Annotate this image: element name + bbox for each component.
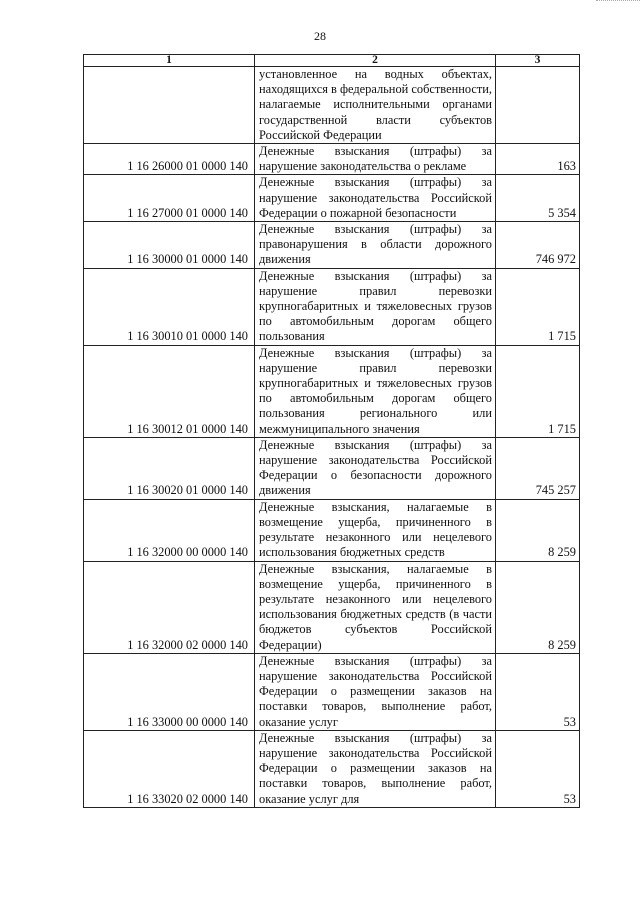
amount-cell [496, 67, 580, 144]
description-cell: Денежные взыскания (штрафы) за нарушение законодательства Российской Федерации о пожарной безопасности [255, 175, 496, 222]
budget-code-cell: 1 16 26000 01 0000 140 [84, 144, 255, 175]
amount-cell: 53 [496, 653, 580, 730]
budget-code-cell: 1 16 33020 02 0000 140 [84, 730, 255, 807]
description-cell: Денежные взыскания (штрафы) за нарушение правил перевозки крупногабаритных и тяжеловесных грузов по автомобильным дорогам общего пользования [255, 268, 496, 345]
amount-cell: 163 [496, 144, 580, 175]
description-cell: установленное на водных объектах, находящихся в федеральной собственности, налагаемые исполнительными органами государственной власти субъектов Российской Федерации [255, 67, 496, 144]
table-row [84, 222, 580, 269]
table-row [84, 268, 580, 345]
budget-code-cell: 1 16 32000 00 0000 140 [84, 499, 255, 561]
budget-code-cell [84, 67, 255, 144]
table-row [84, 653, 580, 730]
table-header-row [84, 55, 580, 67]
table-row [84, 437, 580, 499]
description-cell: Денежные взыскания, налагаемые в возмещение ущерба, причиненного в результате незаконного или нецелевого использования бюджетных средств (в части бюджетов субъектов Российской Федерации) [255, 561, 496, 653]
column-header-description: 2 [255, 55, 496, 67]
table-row [84, 144, 580, 175]
amount-cell: 53 [496, 730, 580, 807]
description-cell: Денежные взыскания, налагаемые в возмещение ущерба, причиненного в результате незаконного или нецелевого использования бюджетных средств [255, 499, 496, 561]
description-cell: Денежные взыскания (штрафы) за нарушение законодательства Российской Федерации о размещении заказов на поставки товаров, выполнение работ, оказание услуг [255, 653, 496, 730]
budget-code-cell: 1 16 30012 01 0000 140 [84, 345, 255, 437]
table-row [84, 499, 580, 561]
table-row [84, 730, 580, 807]
description-cell: Денежные взыскания (штрафы) за нарушение законодательства Российской Федерации о безопасности дорожного движения [255, 437, 496, 499]
amount-cell: 8 259 [496, 499, 580, 561]
budget-table [83, 54, 580, 808]
page-number: 28 [314, 29, 326, 43]
amount-cell: 1 715 [496, 268, 580, 345]
description-cell: Денежные взыскания (штрафы) за правонарушения в области дорожного движения [255, 222, 496, 269]
budget-code-cell: 1 16 32000 02 0000 140 [84, 561, 255, 653]
table-row [84, 67, 580, 144]
table-row [84, 345, 580, 437]
amount-cell: 8 259 [496, 561, 580, 653]
column-header-code: 1 [84, 55, 255, 67]
column-header-amount: 3 [496, 55, 580, 67]
table-row [84, 175, 580, 222]
amount-cell: 746 972 [496, 222, 580, 269]
description-cell: Денежные взыскания (штрафы) за нарушение законодательства Российской Федерации о размещении заказов на поставки товаров, выполнение работ, оказание услуг для [255, 730, 496, 807]
budget-code-cell: 1 16 27000 01 0000 140 [84, 175, 255, 222]
budget-code-cell: 1 16 30000 01 0000 140 [84, 222, 255, 269]
description-cell: Денежные взыскания (штрафы) за нарушение правил перевозки крупногабаритных и тяжеловесных грузов по автомобильным дорогам общего пользования регионального или межмуниципального значения [255, 345, 496, 437]
table-row [84, 561, 580, 653]
budget-code-cell: 1 16 30020 01 0000 140 [84, 437, 255, 499]
budget-code-cell: 1 16 33000 00 0000 140 [84, 653, 255, 730]
budget-code-cell: 1 16 30010 01 0000 140 [84, 268, 255, 345]
amount-cell: 745 257 [496, 437, 580, 499]
amount-cell: 5 354 [496, 175, 580, 222]
scan-edge-mark [596, 0, 640, 2]
description-cell: Денежные взыскания (штрафы) за нарушение законодательства о рекламе [255, 144, 496, 175]
amount-cell: 1 715 [496, 345, 580, 437]
